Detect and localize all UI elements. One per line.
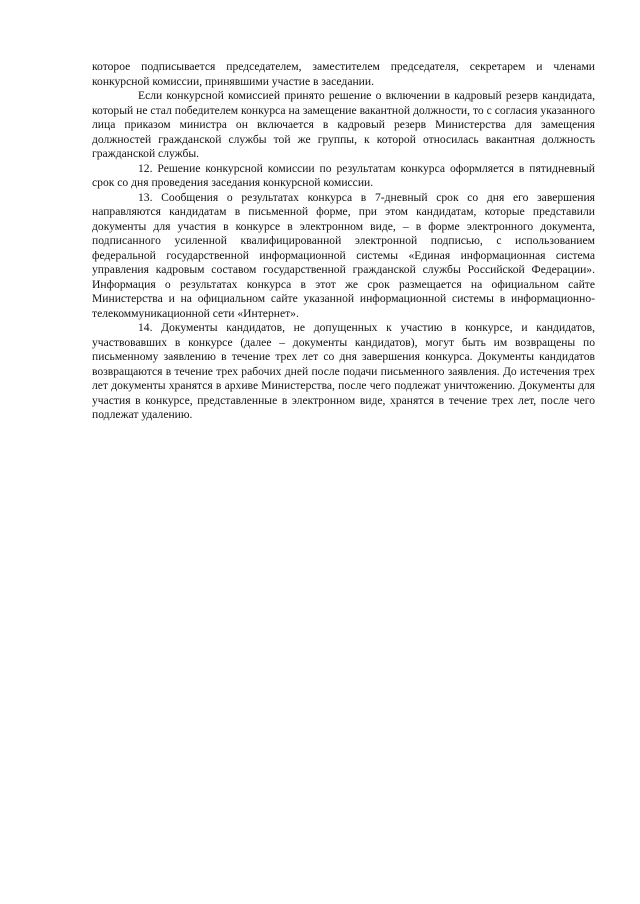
paragraph-13: 13. Сообщения о результатах конкурса в 7-дневный срок со дня его завершения направляются кандидатам в письменной форме, при этом кандидатам, которые представили документы для участия в конкурсе в электронном виде, – в форме электронного документа, подписанного усиленной квалифицированной электронной подписью, с использованием федеральной государственной информационной системы «Единая информационная система управления кадровым составом государственной гражданской службы Российской Федерации». Информация о результатах конкурса в этот же срок размещается на официальном сайте Министерства и на официальном сайте указанной информационной системы в информационно-телекоммуникационной сети «Интернет». xyxy=(92,190,595,320)
paragraph-12: 12. Решение конкурсной комиссии по результатам конкурса оформляется в пятидневный срок со дня проведения заседания конкурсной комиссии. xyxy=(92,161,595,189)
paragraph-14: 14. Документы кандидатов, не допущенных к участию в конкурсе, и кандидатов, участвовавших в конкурсе (далее – документы кандидатов), могут быть им возвращены по письменному заявлению в течение трех лет со дня завершения конкурса. Документы кандидатов возвращаются в течение трех рабочих дней после подачи письменного заявления. До истечения трех лет документы хранятся в архиве Министерства, после чего подлежат уничтожению. Документы для участия в конкурсе, представленные в электронном виде, хранятся в течение трех лет, после чего подлежат удалению. xyxy=(92,321,595,421)
document-page xyxy=(92,60,595,423)
paragraph-continuation: которое подписывается председателем, заместителем председателя, секретарем и членами конкурсной комиссии, принявшими участие в заседании. xyxy=(92,60,595,88)
paragraph-reserve: Если конкурсной комиссией принято решение о включении в кадровый резерв кандидата, который не стал победителем конкурса на замещение вакантной должности, то с согласия указанного лица приказом министра он включается в кадровый резерв Министерства для замещения должностей гражданской службы той же группы, к которой относилась вакантная должность гражданской службы. xyxy=(92,89,595,160)
